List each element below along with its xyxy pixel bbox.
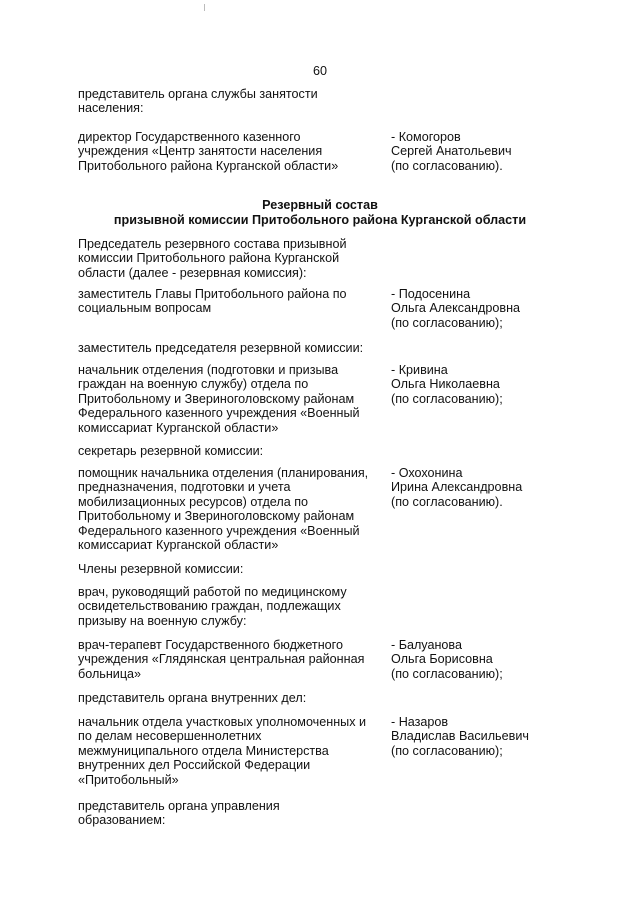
deputy-position: начальник отделения (подготовки и призыва граждан на военную службу) отдела по Притобольному и Звериноголовскому районам Федерального казенного учреждения «Военный комиссариат Курганской области» [78, 363, 360, 435]
reserve-title-line1: Резервный состав [262, 198, 378, 212]
education-label: представитель органа управления образованием: [78, 799, 280, 828]
members-label: Члены резервной комиссии: [78, 562, 244, 576]
chairman-position: заместитель Главы Притобольного района по социальным вопросам [78, 287, 347, 316]
chairman-name: - Подосенина Ольга Александровна (по согласованию); [391, 287, 521, 330]
reserve-title-line2: призывной комиссии Притобольного района Курганской области [113, 213, 527, 227]
doctor-name: - Балуанова Ольга Борисовна (по согласованию); [391, 638, 503, 681]
police-name: - Назаров Владислав Васильевич (по согласованию); [391, 715, 529, 758]
employment-director-position: директор Государственного казенного учреждения «Центр занятости населения Притобольного района Курганской области» [78, 130, 339, 173]
chairman-label: Председатель резервного состава призывной комиссии Притобольного района Курганской области (далее - резервная комиссия): [78, 237, 347, 280]
secretary-position: помощник начальника отделения (планирования, предназначения, подготовки и учета мобилизационных ресурсов) отдела по Притобольному и Звериноголовскому районам Федерального казенного учреждения «Военный комиссариат Курганской области» [78, 466, 369, 553]
doctor-position: врач-терапевт Государственного бюджетного учреждения «Глядянская центральная районная больница» [78, 638, 365, 681]
page-number: 60 [312, 64, 327, 78]
scan-mark [204, 4, 205, 11]
deputy-label: заместитель председателя резервной комиссии: [78, 341, 364, 355]
doctor-label: врач, руководящий работой по медицинскому освидетельствованию граждан, подлежащих призыву на военную службу: [78, 585, 347, 628]
secretary-name: - Охохонина Ирина Александровна (по согласованию). [391, 466, 523, 509]
police-label: представитель органа внутренних дел: [78, 691, 307, 705]
employment-director-name: - Комогоров Сергей Анатольевич (по согласованию). [391, 130, 512, 173]
deputy-name: - Кривина Ольга Николаевна (по согласованию); [391, 363, 503, 406]
employment-rep-label: представитель органа службы занятости населения: [78, 87, 318, 116]
secretary-label: секретарь резервной комиссии: [78, 444, 264, 458]
police-position: начальник отдела участковых уполномоченных и по делам несовершеннолетних межмуниципального отдела Министерства внутренних дел Российской Федерации «Притобольный» [78, 715, 367, 787]
